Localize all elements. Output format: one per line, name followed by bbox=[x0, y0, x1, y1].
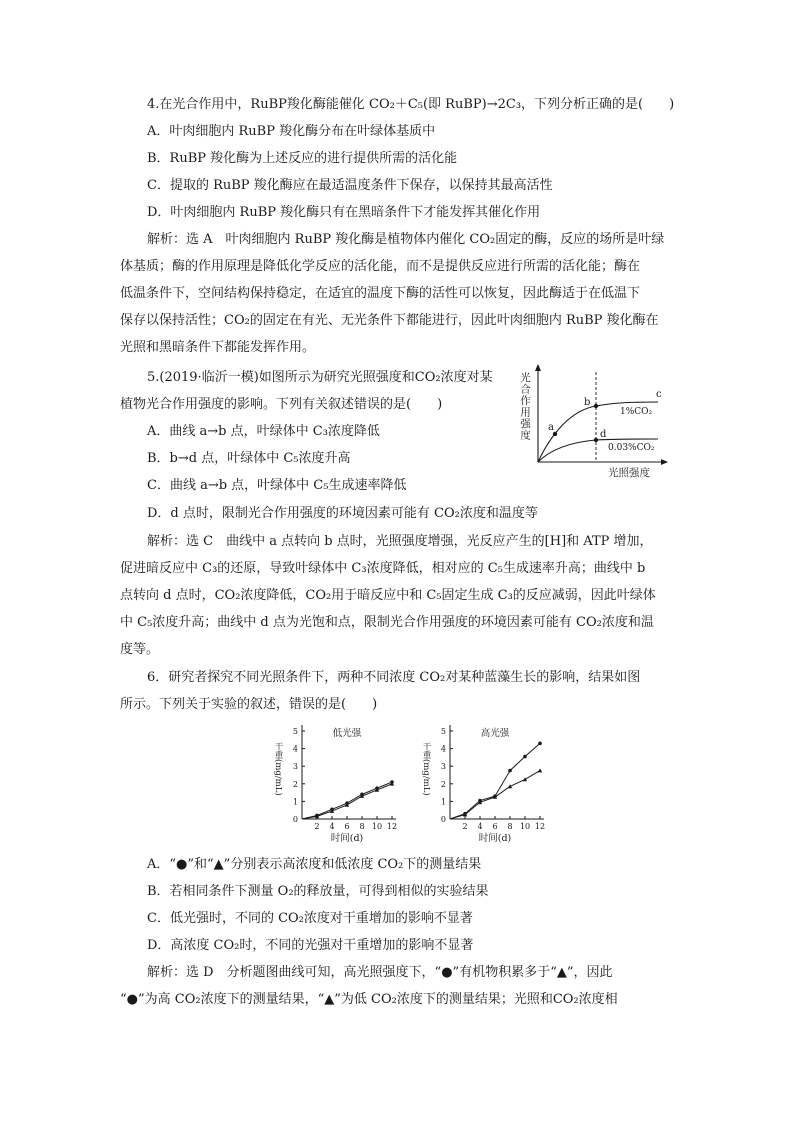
x-axis-label: 时间(d) bbox=[330, 833, 364, 844]
q6-analysis-line-1: 解析：选 D 分析题图曲线可知，高光照强度下，“●”有机物积累多于“▲”，因此 bbox=[147, 965, 613, 980]
q5-stem-line-2: 植物光合作用强度的影响。下列有关叙述错误的是( ) bbox=[120, 397, 443, 412]
y-tick-label: 1 bbox=[292, 797, 298, 807]
q5-curve-upper-label: 1%CO₂ bbox=[620, 407, 653, 417]
y-tick-label: 2 bbox=[440, 779, 446, 789]
x-tick-label: 8 bbox=[359, 822, 365, 831]
q6-option-c: C．低光强时，不同的 CO₂浓度对干重增加的影响不显著 bbox=[147, 911, 473, 926]
x-tick-label: 10 bbox=[371, 822, 383, 831]
q4-option-a: A．叶肉细胞内 RuBP 羧化酶分布在叶绿体基质中 bbox=[147, 124, 436, 139]
chart-title: 高光强 bbox=[480, 728, 510, 739]
x-tick-label: 4 bbox=[477, 822, 483, 831]
y-tick-label: 0 bbox=[440, 815, 446, 824]
q4-stem: 4.在光合作用中，RuBP羧化酶能催化 CO₂＋C₅(即 RuBP)→2C₃，下列分析正确的是( ) bbox=[147, 97, 675, 112]
y-tick-label: 4 bbox=[292, 744, 298, 754]
data-point-circle bbox=[508, 769, 512, 773]
q4-option-b: B．RuBP 羧化酶为上述反应的进行提供所需的活化能 bbox=[147, 151, 458, 166]
q4-option-d: D．叶肉细胞内 RuBP 羧化酶只有在黑暗条件下才能发挥其催化作用 bbox=[147, 205, 541, 220]
q6-chart-low-light bbox=[262, 716, 412, 846]
q5-figure bbox=[512, 362, 672, 482]
y-axis-label: 干重(mg/mL) bbox=[421, 742, 431, 796]
x-tick-label: 2 bbox=[462, 822, 468, 831]
q4-analysis-line-5: 光照和黑暗条件下都能发挥作用。 bbox=[120, 340, 316, 355]
q5-option-a: A．曲线 a→b 点，叶绿体中 C₃浓度降低 bbox=[147, 424, 380, 439]
x-tick-label: 6 bbox=[492, 822, 498, 831]
x-tick-label: 12 bbox=[386, 822, 398, 831]
q4-option-c: C．提取的 RuBP 羧化酶应在最适温度条件下保存，以保持其最高活性 bbox=[147, 178, 553, 193]
q5-label-c: c bbox=[656, 389, 662, 400]
x-axis-label: 时间(d) bbox=[478, 833, 512, 844]
x-tick-label: 4 bbox=[329, 822, 335, 831]
q5-analysis-line-2: 促进暗反应中 C₃的还原，导致叶绿体中 C₃浓度降低，相对应的 C₅生成速率升高；曲线中 b bbox=[120, 561, 646, 576]
q5-ylabel: 光合作用强度 bbox=[519, 372, 531, 441]
q6-chart-high-light bbox=[410, 716, 560, 846]
y-tick-label: 4 bbox=[440, 744, 446, 754]
q6-stem-line-2: 所示。下列关于实验的叙述，错误的是( ) bbox=[120, 697, 378, 712]
q5-analysis-line-5: 度等。 bbox=[120, 642, 160, 657]
q4-analysis-line-1: 解析：选 A 叶肉细胞内 RuBP 羧化酶是植物体内催化 CO₂固定的酶，反应的场所是叶绿 bbox=[147, 232, 665, 247]
q4-analysis-line-4: 保存以保持活性；CO₂的固定在有光、无光条件下都能进行，因此叶肉细胞内 RuBP 羧化酶在 bbox=[120, 313, 659, 328]
data-point-circle bbox=[523, 755, 527, 759]
data-point-triangle bbox=[538, 768, 542, 772]
q5-label-d: d bbox=[600, 429, 607, 440]
y-tick-label: 2 bbox=[292, 779, 298, 789]
chart-title: 低光强 bbox=[332, 728, 362, 739]
q4-analysis-line-3: 低温条件下，空间结构保持稳定，在适宜的温度下酶的活性可以恢复，因此酶适于在低温下 bbox=[120, 286, 641, 301]
q5-option-c: C．曲线 a→b 点，叶绿体中 C₅生成速率降低 bbox=[147, 478, 407, 493]
q5-label-b: b bbox=[584, 397, 591, 408]
y-tick-label: 3 bbox=[440, 762, 446, 772]
x-tick-label: 8 bbox=[507, 822, 513, 831]
y-tick-label: 5 bbox=[292, 727, 298, 736]
q5-stem-line-1: 5.(2019·临沂一模)如图所示为研究光照强度和CO₂浓度对某 bbox=[147, 370, 493, 385]
q5-analysis-line-4: 中 C₅浓度升高；曲线中 d 点为光饱和点，限制光合作用强度的环境因素可能有 CO₂浓度和温 bbox=[120, 615, 654, 630]
q4-analysis-line-2: 体基质；酶的作用原理是降低化学反应的活化能，而不是提供反应进行所需的活化能；酶在 bbox=[120, 259, 641, 274]
q6-analysis-line-2: “●”为高 CO₂浓度下的测量结果，“▲”为低 CO₂浓度下的测量结果；光照和CO₂浓度相 bbox=[120, 992, 618, 1007]
q5-label-a: a bbox=[548, 422, 554, 433]
q5-xlabel: 光照强度 bbox=[608, 467, 650, 479]
y-tick-label: 1 bbox=[440, 797, 446, 807]
x-tick-label: 2 bbox=[314, 822, 320, 831]
q5-y-arrow bbox=[535, 364, 541, 371]
q5-option-b: B．b→d 点，叶绿体中 C₅浓度升高 bbox=[147, 451, 351, 466]
q5-point-b bbox=[594, 404, 598, 408]
q5-analysis-line-3: 点转向 d 点时，CO₂浓度降低，CO₂用于暗反应中和 C₅固定生成 C₃的反应减弱，因此叶绿体 bbox=[120, 588, 656, 603]
q5-analysis-line-1: 解析：选 C 曲线中 a 点转向 b 点时，光照强度增强，光反应产生的[H]和 ATP 增加， bbox=[147, 534, 653, 549]
x-tick-label: 12 bbox=[534, 822, 546, 831]
q6-option-a: A．“●”和“▲”分别表示高浓度和低浓度 CO₂下的测量结果 bbox=[147, 857, 482, 872]
y-tick-label: 5 bbox=[440, 727, 446, 736]
x-tick-label: 6 bbox=[344, 822, 350, 831]
y-axis-label: 干重(mg/mL) bbox=[273, 742, 283, 796]
q6-stem-line-1: 6．研究者探究不同光照条件下，两种不同浓度 CO₂对某种蓝藻生长的影响，结果如图 bbox=[147, 670, 641, 685]
y-tick-label: 0 bbox=[292, 815, 298, 824]
q5-curve-lower-label: 0.03%CO₂ bbox=[608, 443, 655, 453]
data-point-triangle bbox=[523, 777, 527, 781]
q5-option-d: D．d 点时，限制光合作用强度的环境因素可能有 CO₂浓度和温度等 bbox=[147, 506, 538, 521]
data-point-circle bbox=[538, 742, 542, 746]
x-tick-label: 10 bbox=[519, 822, 531, 831]
q5-x-arrow bbox=[661, 459, 668, 465]
y-tick-label: 3 bbox=[292, 762, 298, 772]
q6-option-b: B．若相同条件下测量 O₂的释放量，可得到相似的实验结果 bbox=[147, 884, 489, 899]
q5-point-d bbox=[594, 438, 598, 442]
q6-option-d: D．高浓度 CO₂时，不同的光强对干重增加的影响不显著 bbox=[147, 938, 474, 953]
